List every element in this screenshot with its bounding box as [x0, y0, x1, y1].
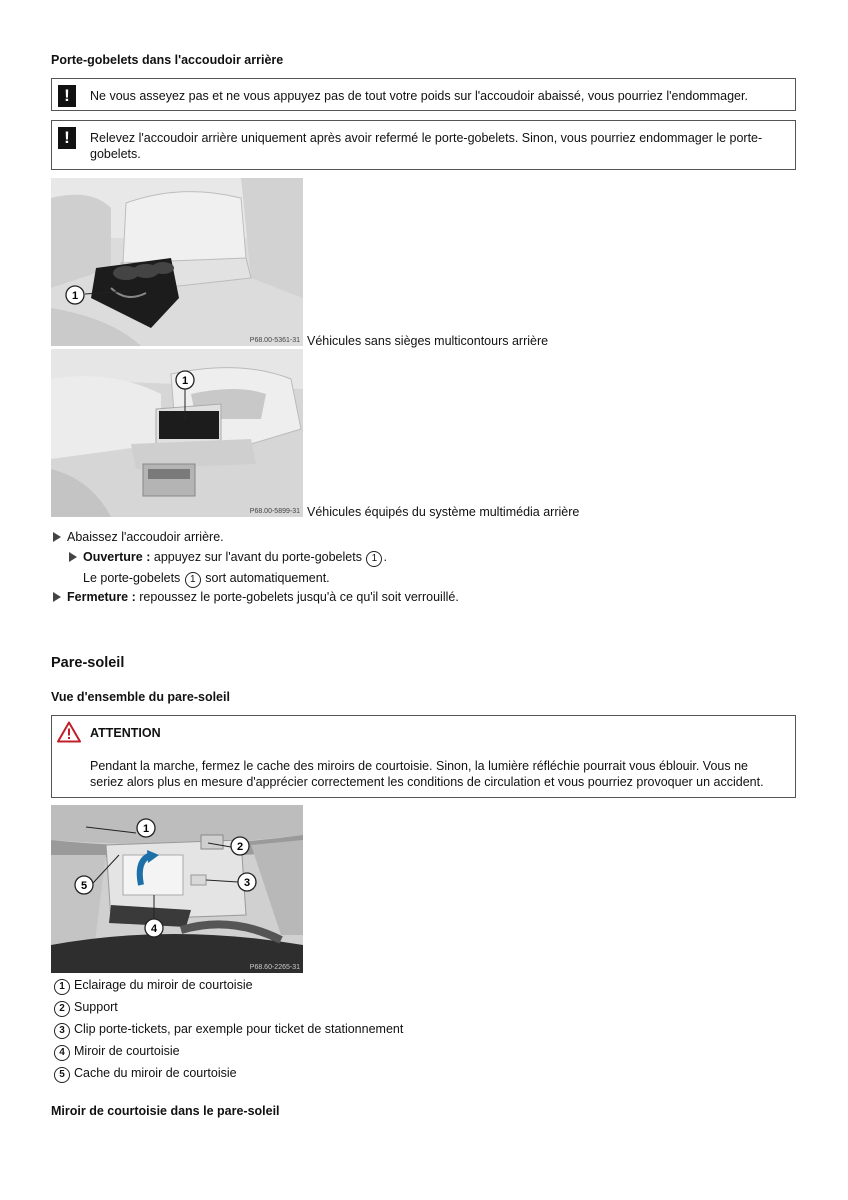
- subheading-overview: Vue d'ensemble du pare-soleil: [51, 690, 230, 704]
- circle-number-icon: 5: [54, 1067, 70, 1083]
- callout-1: 1: [142, 823, 150, 835]
- step-close: [53, 590, 459, 604]
- circle-number-icon: 1: [185, 572, 201, 588]
- step-open: [69, 550, 387, 567]
- circle-number-icon: 1: [54, 979, 70, 995]
- note-box-2: [51, 120, 796, 170]
- callout-2: 2: [236, 841, 244, 853]
- circle-number-icon: 2: [54, 1001, 70, 1017]
- step-close-text: repoussez le porte-gobelets jusqu'à ce qu'il soit verrouillé.: [139, 590, 459, 604]
- note-text-1: Ne vous asseyez pas et ne vous appuyez pas de tout votre poids sur l'accoudoir abaissé, vous pourriez l'endommager.: [90, 89, 748, 103]
- callout-3: 3: [243, 877, 251, 889]
- legend-item-2: [53, 999, 118, 1017]
- step-result: [83, 571, 330, 588]
- image1-caption: Véhicules sans sièges multicontours arrière: [307, 334, 549, 348]
- note-box-1: [51, 78, 796, 111]
- step-text: Abaissez l'accoudoir arrière.: [67, 530, 224, 544]
- legend-item-5: [53, 1065, 237, 1083]
- sun-visor-photo: [51, 805, 303, 973]
- armrest-cupholder-photo: [51, 178, 303, 346]
- punctuation: .: [383, 550, 387, 564]
- step-open-text: appuyez sur l'avant du porte-gobelets: [153, 550, 362, 564]
- warning-box: [51, 715, 796, 798]
- step-lower-armrest: [53, 530, 224, 544]
- callout-4: 4: [150, 923, 158, 935]
- legend-text: Eclairage du miroir de courtoisie: [74, 978, 253, 992]
- legend-item-4: [53, 1043, 180, 1061]
- section-heading-cupholders: Porte-gobelets dans l'accoudoir arrière: [51, 53, 284, 67]
- note-text-2: Relevez l'accoudoir arrière uniquement après avoir refermé le porte-gobelets. Sinon, vous pourriez endommager le porte-gobelets.: [90, 131, 763, 161]
- armrest-multimedia-photo: [51, 349, 303, 517]
- warning-title: ATTENTION: [90, 726, 161, 740]
- circle-number-icon: 1: [366, 551, 382, 567]
- warning-text: Pendant la marche, fermez le cache des miroirs de courtoisie. Sinon, la lumière réfléchie pourrait vous éblouir. Vous ne seriez alors plus en mesure d'apprécier correctement les conditions de circulation et vous pourriez provoquer un accident.: [90, 759, 764, 789]
- result-post: sort automatiquement.: [205, 571, 330, 585]
- subheading-vanity-mirror: Miroir de courtoisie dans le pare-soleil: [51, 1104, 280, 1118]
- legend-text: Support: [74, 1000, 118, 1014]
- legend-text: Cache du miroir de courtoisie: [74, 1066, 237, 1080]
- step-arrow-icon: [53, 532, 61, 542]
- step-open-label: Ouverture :: [83, 550, 151, 564]
- callout-5: 5: [80, 880, 88, 892]
- callout-1: 1: [181, 375, 189, 387]
- step-arrow-icon: [53, 592, 61, 602]
- image-ref: P68.60-2265-31: [249, 964, 300, 971]
- warning-triangle-icon: [57, 721, 81, 743]
- callout-1: 1: [71, 290, 79, 302]
- step-close-label: Fermeture :: [67, 590, 136, 604]
- section-title-sun-visor: Pare-soleil: [51, 655, 125, 671]
- result-pre: Le porte-gobelets: [83, 571, 181, 585]
- exclamation-icon: !: [58, 127, 76, 149]
- step-arrow-icon: [69, 552, 77, 562]
- circle-number-icon: 3: [54, 1023, 70, 1039]
- exclamation-icon: !: [58, 85, 76, 107]
- circle-number-icon: 4: [54, 1045, 70, 1061]
- legend-item-1: [53, 977, 253, 995]
- image-ref: P68.00-5361-31: [249, 337, 300, 344]
- legend-item-3: [53, 1021, 403, 1039]
- image2-caption: Véhicules équipés du système multimédia arrière: [307, 505, 580, 519]
- image-ref: P68.00-5899-31: [249, 508, 300, 515]
- legend-text: Miroir de courtoisie: [74, 1044, 180, 1058]
- legend-text: Clip porte-tickets, par exemple pour ticket de stationnement: [74, 1022, 404, 1036]
